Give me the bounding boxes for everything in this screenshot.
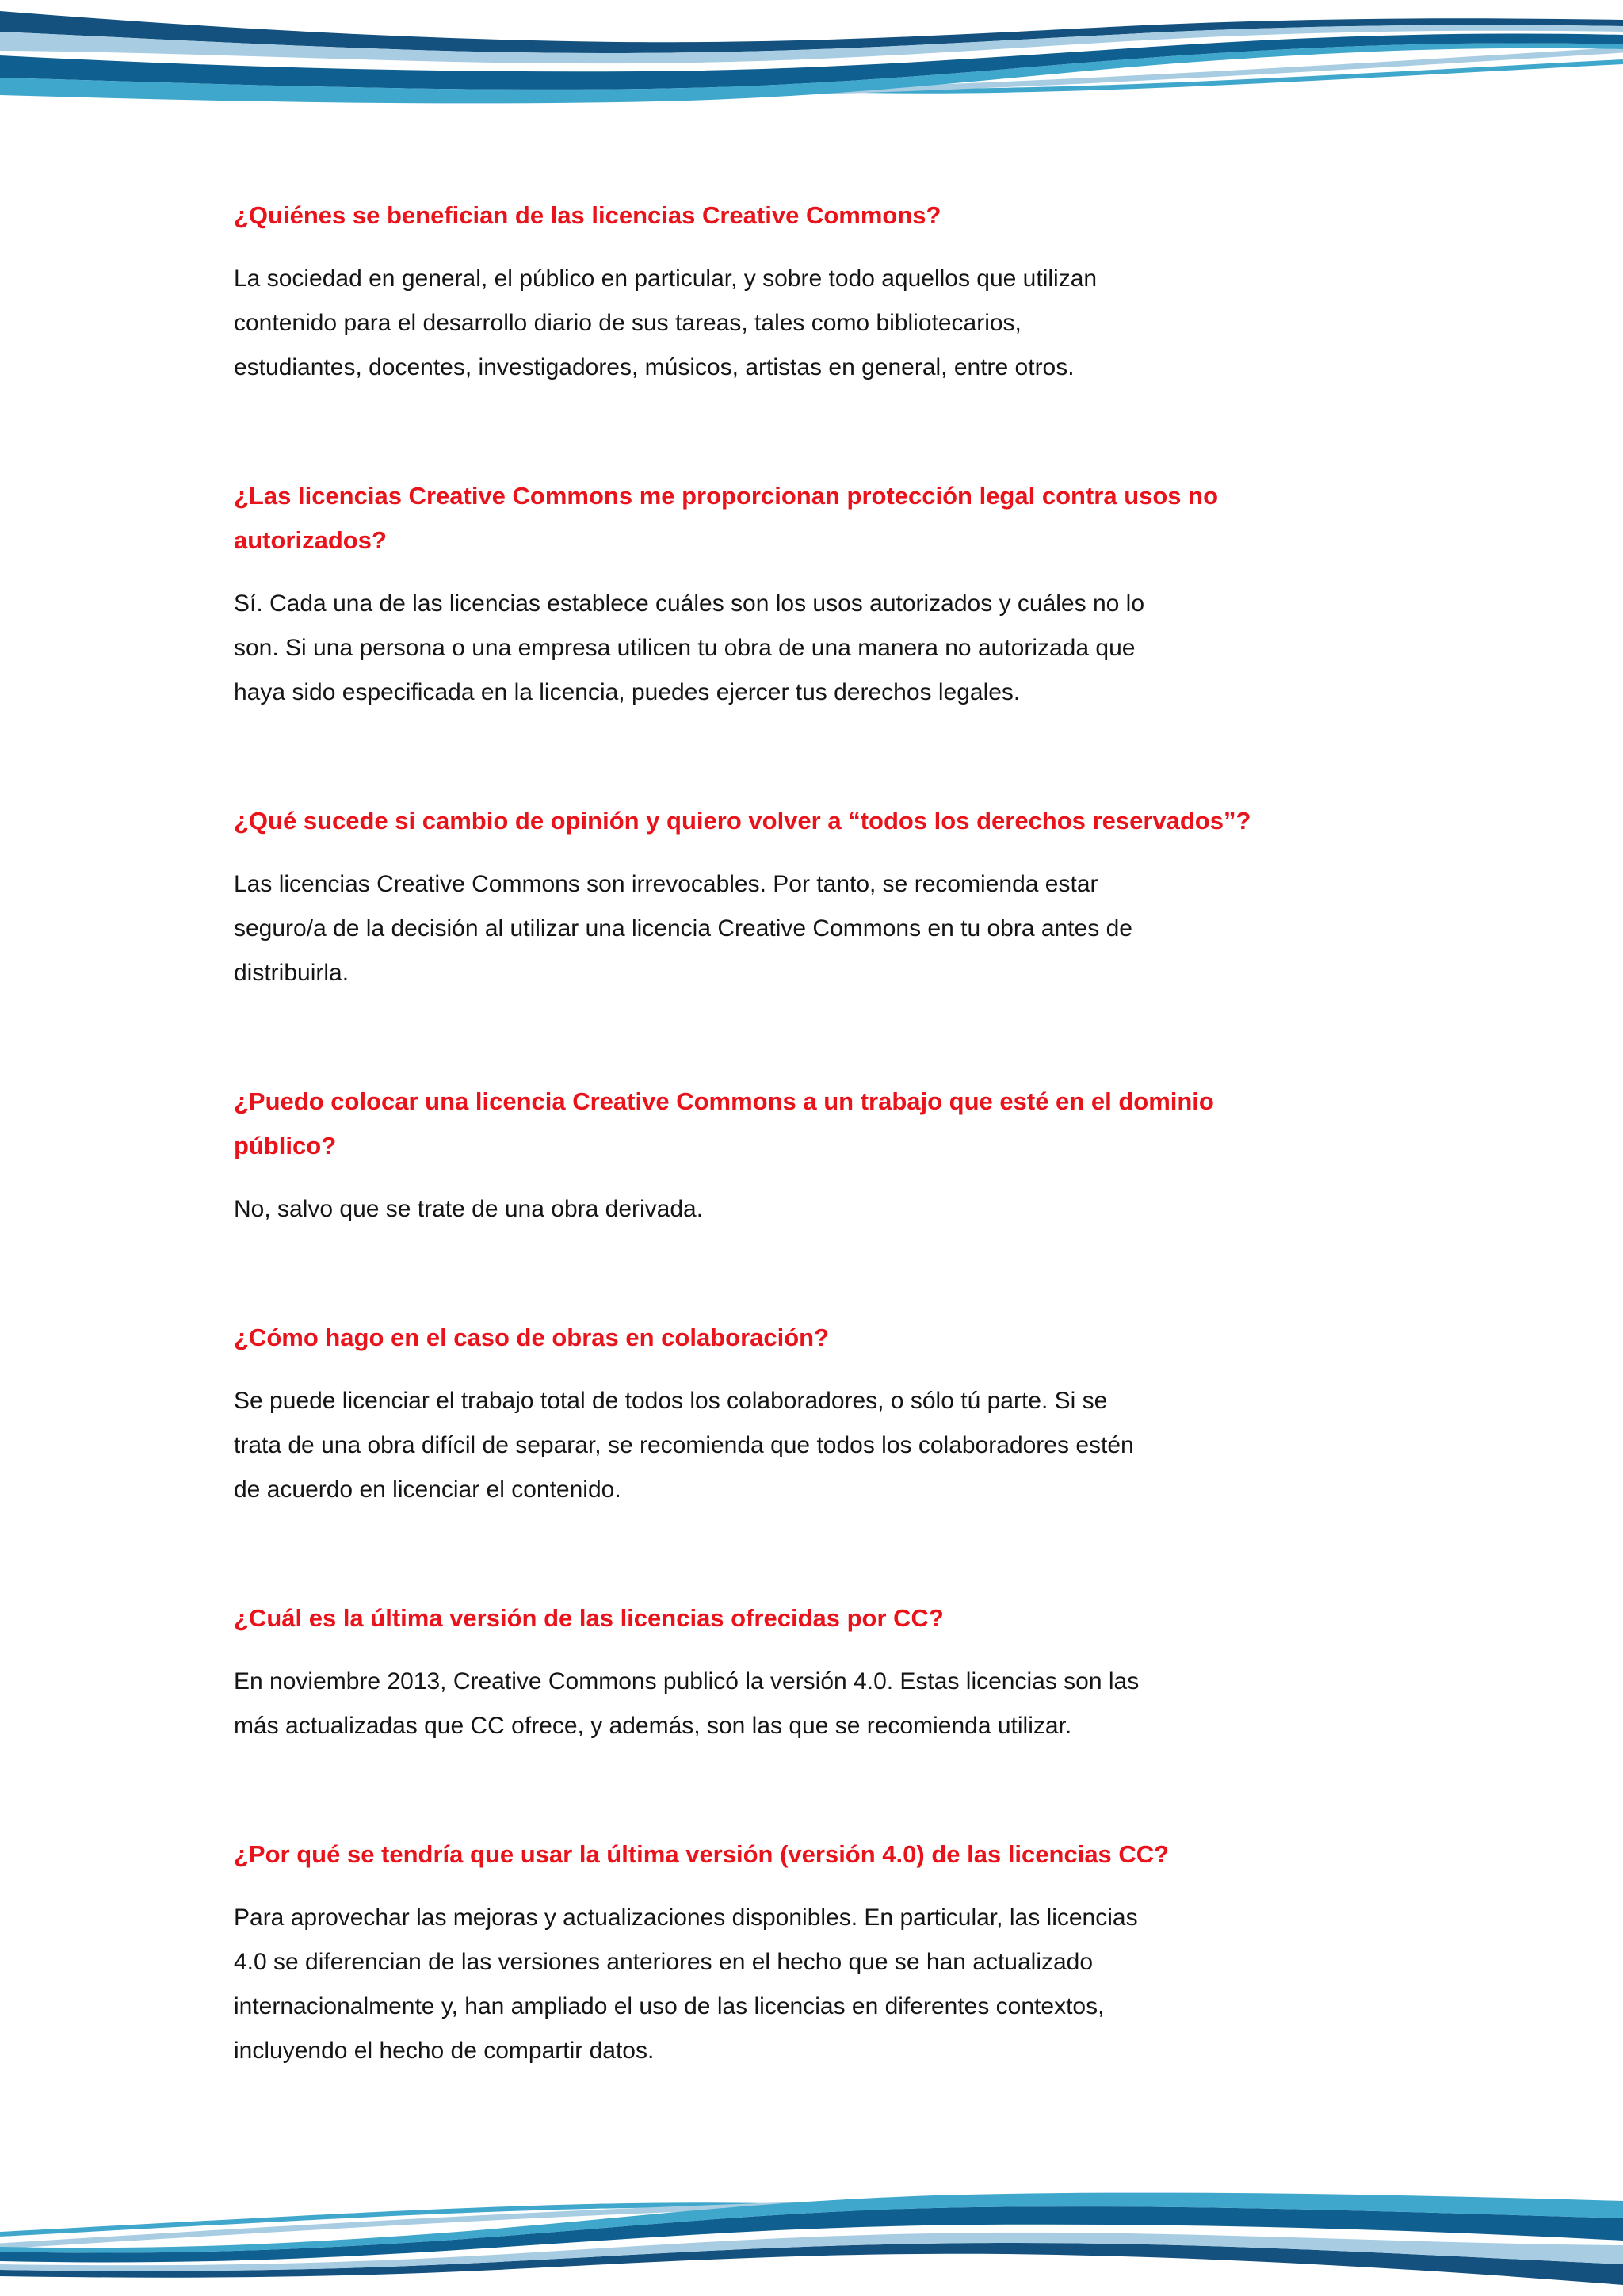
faq-question: ¿Cómo hago en el caso de obras en colaboración? <box>234 1324 830 1351</box>
faq-answer: Las licencias Creative Commons son irrevocables. Por tanto, se recomienda estar seguro/a de la decisión al utilizar una licencia Creative Commons en tu obra antes de distribuirla. <box>234 871 1132 986</box>
faq-question: ¿Quiénes se benefician de las licencias Creative Commons? <box>234 201 941 229</box>
faq-question: ¿Por qué se tendría que usar la última versión (versión 4.0) de las licencias CC? <box>234 1840 1170 1868</box>
faq-section <box>234 193 1480 390</box>
faq-section <box>234 1316 1480 1512</box>
faq-question: ¿Las licencias Creative Commons me proporcionan protección legal contra usos no autorizados? <box>234 482 1219 554</box>
faq-section <box>234 474 1480 715</box>
faq-question: ¿Puedo colocar una licencia Creative Commons a un trabajo que esté en el dominio público? <box>234 1087 1214 1159</box>
faq-answer: Se puede licenciar el trabajo total de todos los colaboradores, o sólo tú parte. Si se trata de una obra difícil de separar, se recomienda que todos los colaboradores estén de acuerdo en licenciar el contenido. <box>234 1388 1134 1503</box>
faq-answer: En noviembre 2013, Creative Commons publicó la versión 4.0. Estas licencias son las más actualizadas que CC ofrece, y además, son las que se recomienda utilizar. <box>234 1668 1140 1739</box>
faq-answer: Sí. Cada una de las licencias establece cuáles son los usos autorizados y cuáles no lo son. Si una persona o una empresa utilicen tu obra de una manera no autorizada que haya sido especificada en la licencia, puedes ejercer tus derechos legales. <box>234 590 1145 705</box>
faq-section <box>234 799 1480 995</box>
faq-answer: La sociedad en general, el público en particular, y sobre todo aquellos que utilizan contenido para el desarrollo diario de sus tareas, tales como bibliotecarios, estudiantes, docentes, investigadores, músicos, artistas en general, entre otros. <box>234 266 1098 380</box>
faq-question: ¿Qué sucede si cambio de opinión y quiero volver a “todos los derechos reservados”? <box>234 807 1251 835</box>
faq-answer: Para aprovechar las mejoras y actualizaciones disponibles. En particular, las licencias 4.0 se diferencian de las versiones anteriores en el hecho que se han actualizado internacionalmente y, han ampliado el uso de las licencias en diferentes contextos, incluyendo el hecho de compartir datos. <box>234 1904 1138 2064</box>
footer-wave-graphic <box>0 2185 1623 2296</box>
faq-section <box>234 1596 1480 1748</box>
faq-section <box>234 1832 1480 2073</box>
faq-answer: No, salvo que se trate de una obra derivada. <box>234 1196 704 1222</box>
faq-question: ¿Cuál es la última versión de las licencias ofrecidas por CC? <box>234 1604 944 1632</box>
faq-section <box>234 1079 1480 1232</box>
